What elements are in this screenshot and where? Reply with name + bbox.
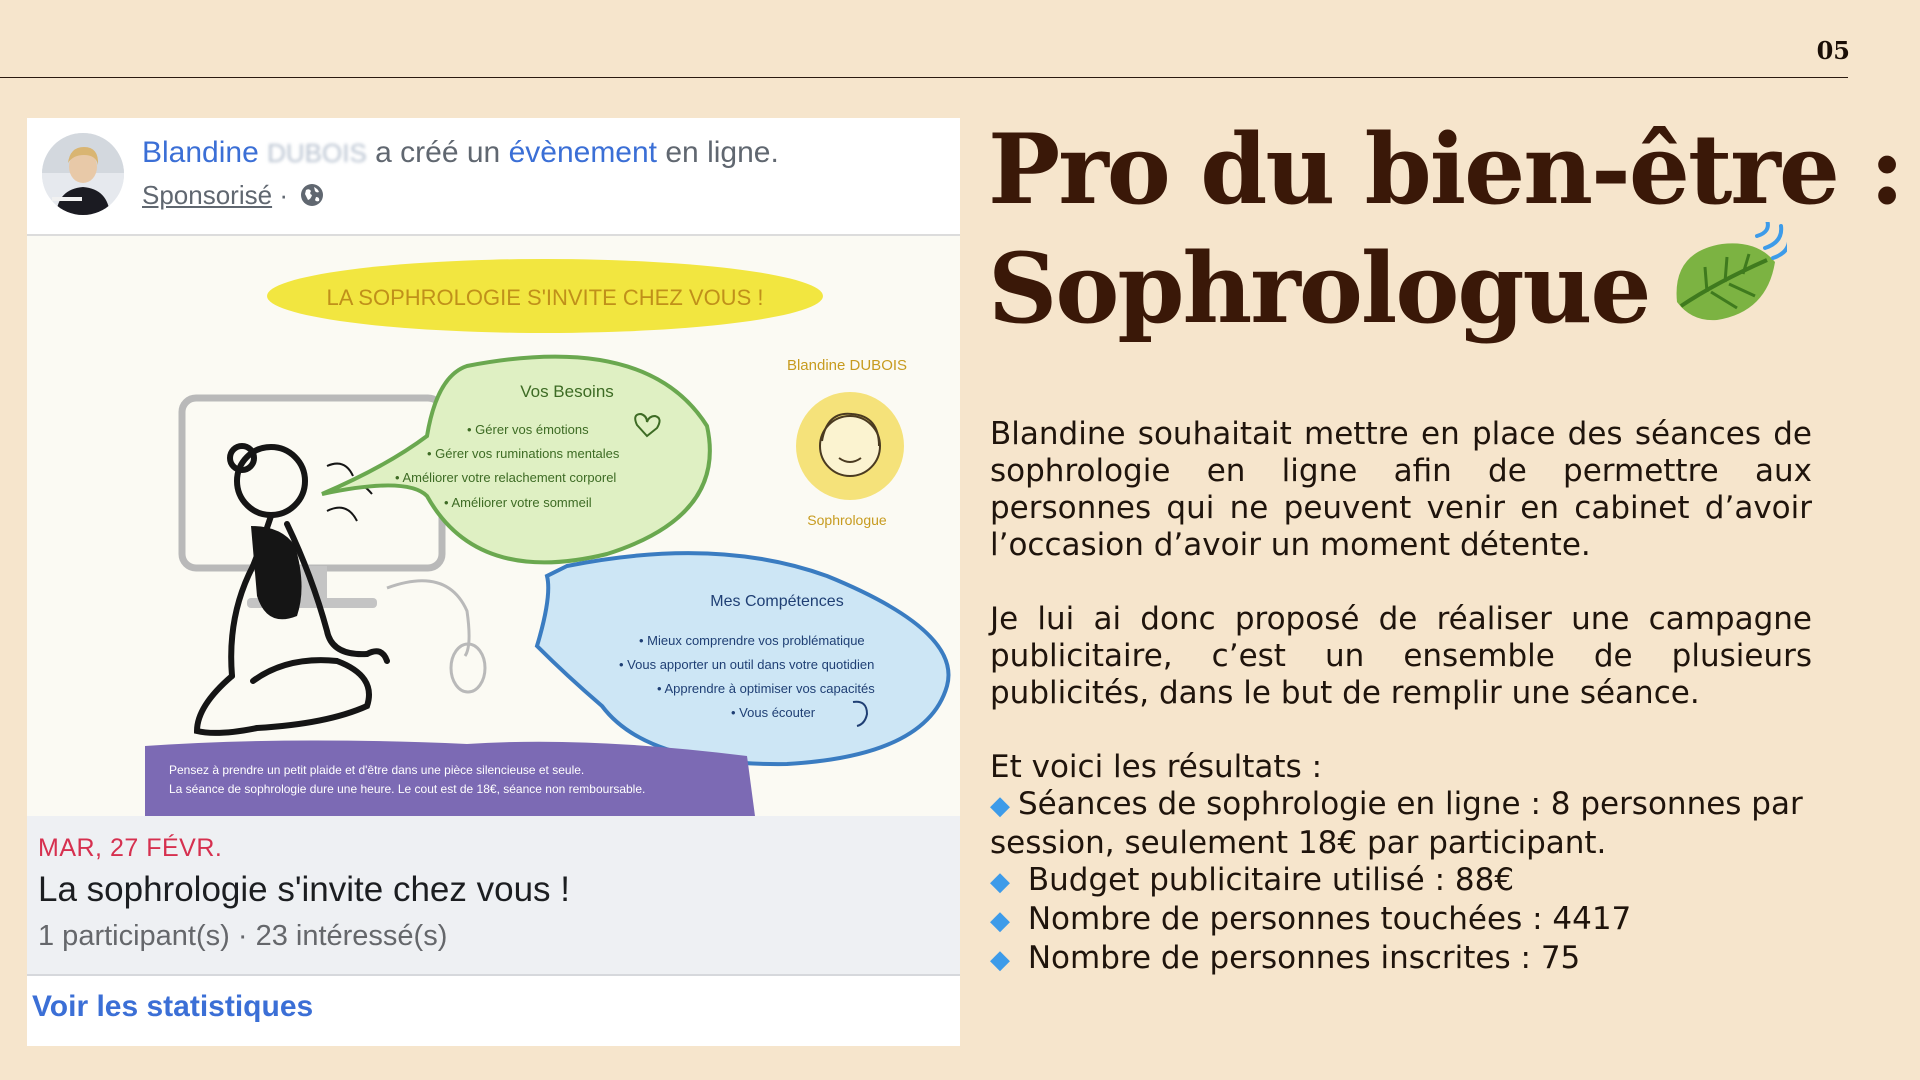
need-item: • Améliorer votre relachement corporel	[395, 470, 617, 485]
event-info[interactable]	[27, 816, 960, 976]
title-line-2-wrap	[988, 222, 1903, 345]
need-item: • Gérer vos ruminations mentales	[427, 446, 620, 461]
role-on-ad: Sophrologue	[807, 512, 887, 528]
result-text: Nombre de personnes inscrites : 75	[1027, 940, 1581, 976]
result-item	[990, 786, 1812, 862]
ad-artwork	[27, 236, 960, 816]
skill-item: • Apprendre à optimiser vos capacités	[657, 681, 875, 696]
diamond-bullet-icon: ◆	[990, 906, 1010, 936]
leaf-icon	[1667, 222, 1787, 332]
result-text: Séances de sophrologie en ligne : 8 personnes par session, seulement 18€ par participant.	[990, 786, 1803, 861]
result-text: Budget publicitaire utilisé : 88€	[1027, 862, 1515, 898]
ad-illustration[interactable]	[27, 236, 960, 816]
event-link[interactable]: évènement	[508, 136, 658, 169]
online-text: en ligne.	[665, 136, 779, 169]
needs-title: Vos Besoins	[520, 382, 614, 401]
skill-item: • Vous apporter un outil dans votre quotidien	[619, 657, 875, 672]
top-divider	[0, 77, 1848, 78]
author-name-link[interactable]: Blandine	[142, 136, 259, 169]
need-item: • Améliorer votre sommeil	[444, 495, 592, 510]
page-number: 05	[1816, 36, 1850, 65]
globe-icon	[299, 182, 325, 208]
skill-item: • Mieux comprendre vos problématique	[639, 633, 865, 648]
post-header	[27, 118, 960, 236]
event-title[interactable]: La sophrologie s'invite chez vous !	[38, 870, 570, 909]
footer-band	[145, 740, 755, 816]
action-text: a créé un	[375, 136, 501, 169]
footer-line1: Pensez à prendre un petit plaide et d'être dans une pièce silencieuse et seule.	[169, 763, 585, 777]
view-stats-link[interactable]: Voir les statistiques	[32, 990, 314, 1023]
diamond-bullet-icon: ◆	[990, 945, 1010, 975]
result-item	[990, 940, 1812, 979]
slide-title	[988, 113, 1903, 345]
diamond-bullet-icon: ◆	[990, 791, 1010, 821]
skill-item: • Vous écouter	[731, 705, 816, 720]
sponsored-link[interactable]: Sponsorisé	[142, 180, 273, 210]
paragraph-context: Blandine souhaitait mettre en place des séances de sophrologie en ligne afin de permettre aux personnes qui ne peuvent venir en cabinet d’avoir l’occasion d’avoir un moment détente.	[990, 416, 1812, 563]
sponsor-line	[142, 180, 325, 211]
skills-title: Mes Compétences	[710, 593, 844, 610]
footer-line2: La séance de sophrologie dure une heure. Le cout est de 18€, séance non remboursable.	[169, 782, 646, 796]
result-text: Nombre de personnes touchées : 4417	[1027, 901, 1632, 937]
author-avatar[interactable]	[42, 133, 124, 215]
results-block	[990, 749, 1812, 979]
paragraph-proposal: Je lui ai donc proposé de réaliser une campagne publicitaire, c’est un ensemble de plusieurs publicités, dans le but de remplir une séance.	[990, 601, 1812, 711]
need-item: • Gérer vos émotions	[467, 422, 589, 437]
diamond-bullet-icon: ◆	[990, 867, 1010, 897]
facebook-post-card	[27, 118, 960, 1046]
result-item	[990, 901, 1812, 940]
event-date: MAR, 27 FÉVR.	[38, 834, 223, 862]
author-on-ad: Blandine DUBOIS	[786, 357, 908, 374]
results-intro: Et voici les résultats :	[990, 749, 1323, 785]
author-surname-blurred: DUBOIS	[267, 138, 367, 168]
result-item	[990, 862, 1812, 901]
post-header-line	[142, 136, 779, 170]
title-line-1: Pro du bien-être :	[988, 113, 1903, 226]
event-attendance: 1 participant(s) · 23 intéressé(s)	[38, 920, 448, 952]
separator-dot: ·	[279, 180, 288, 210]
banner-text: LA SOPHROLOGIE S'INVITE CHEZ VOUS !	[326, 285, 764, 310]
title-line-2: Sophrologue	[988, 232, 1650, 345]
avatar-photo-icon	[42, 133, 124, 215]
